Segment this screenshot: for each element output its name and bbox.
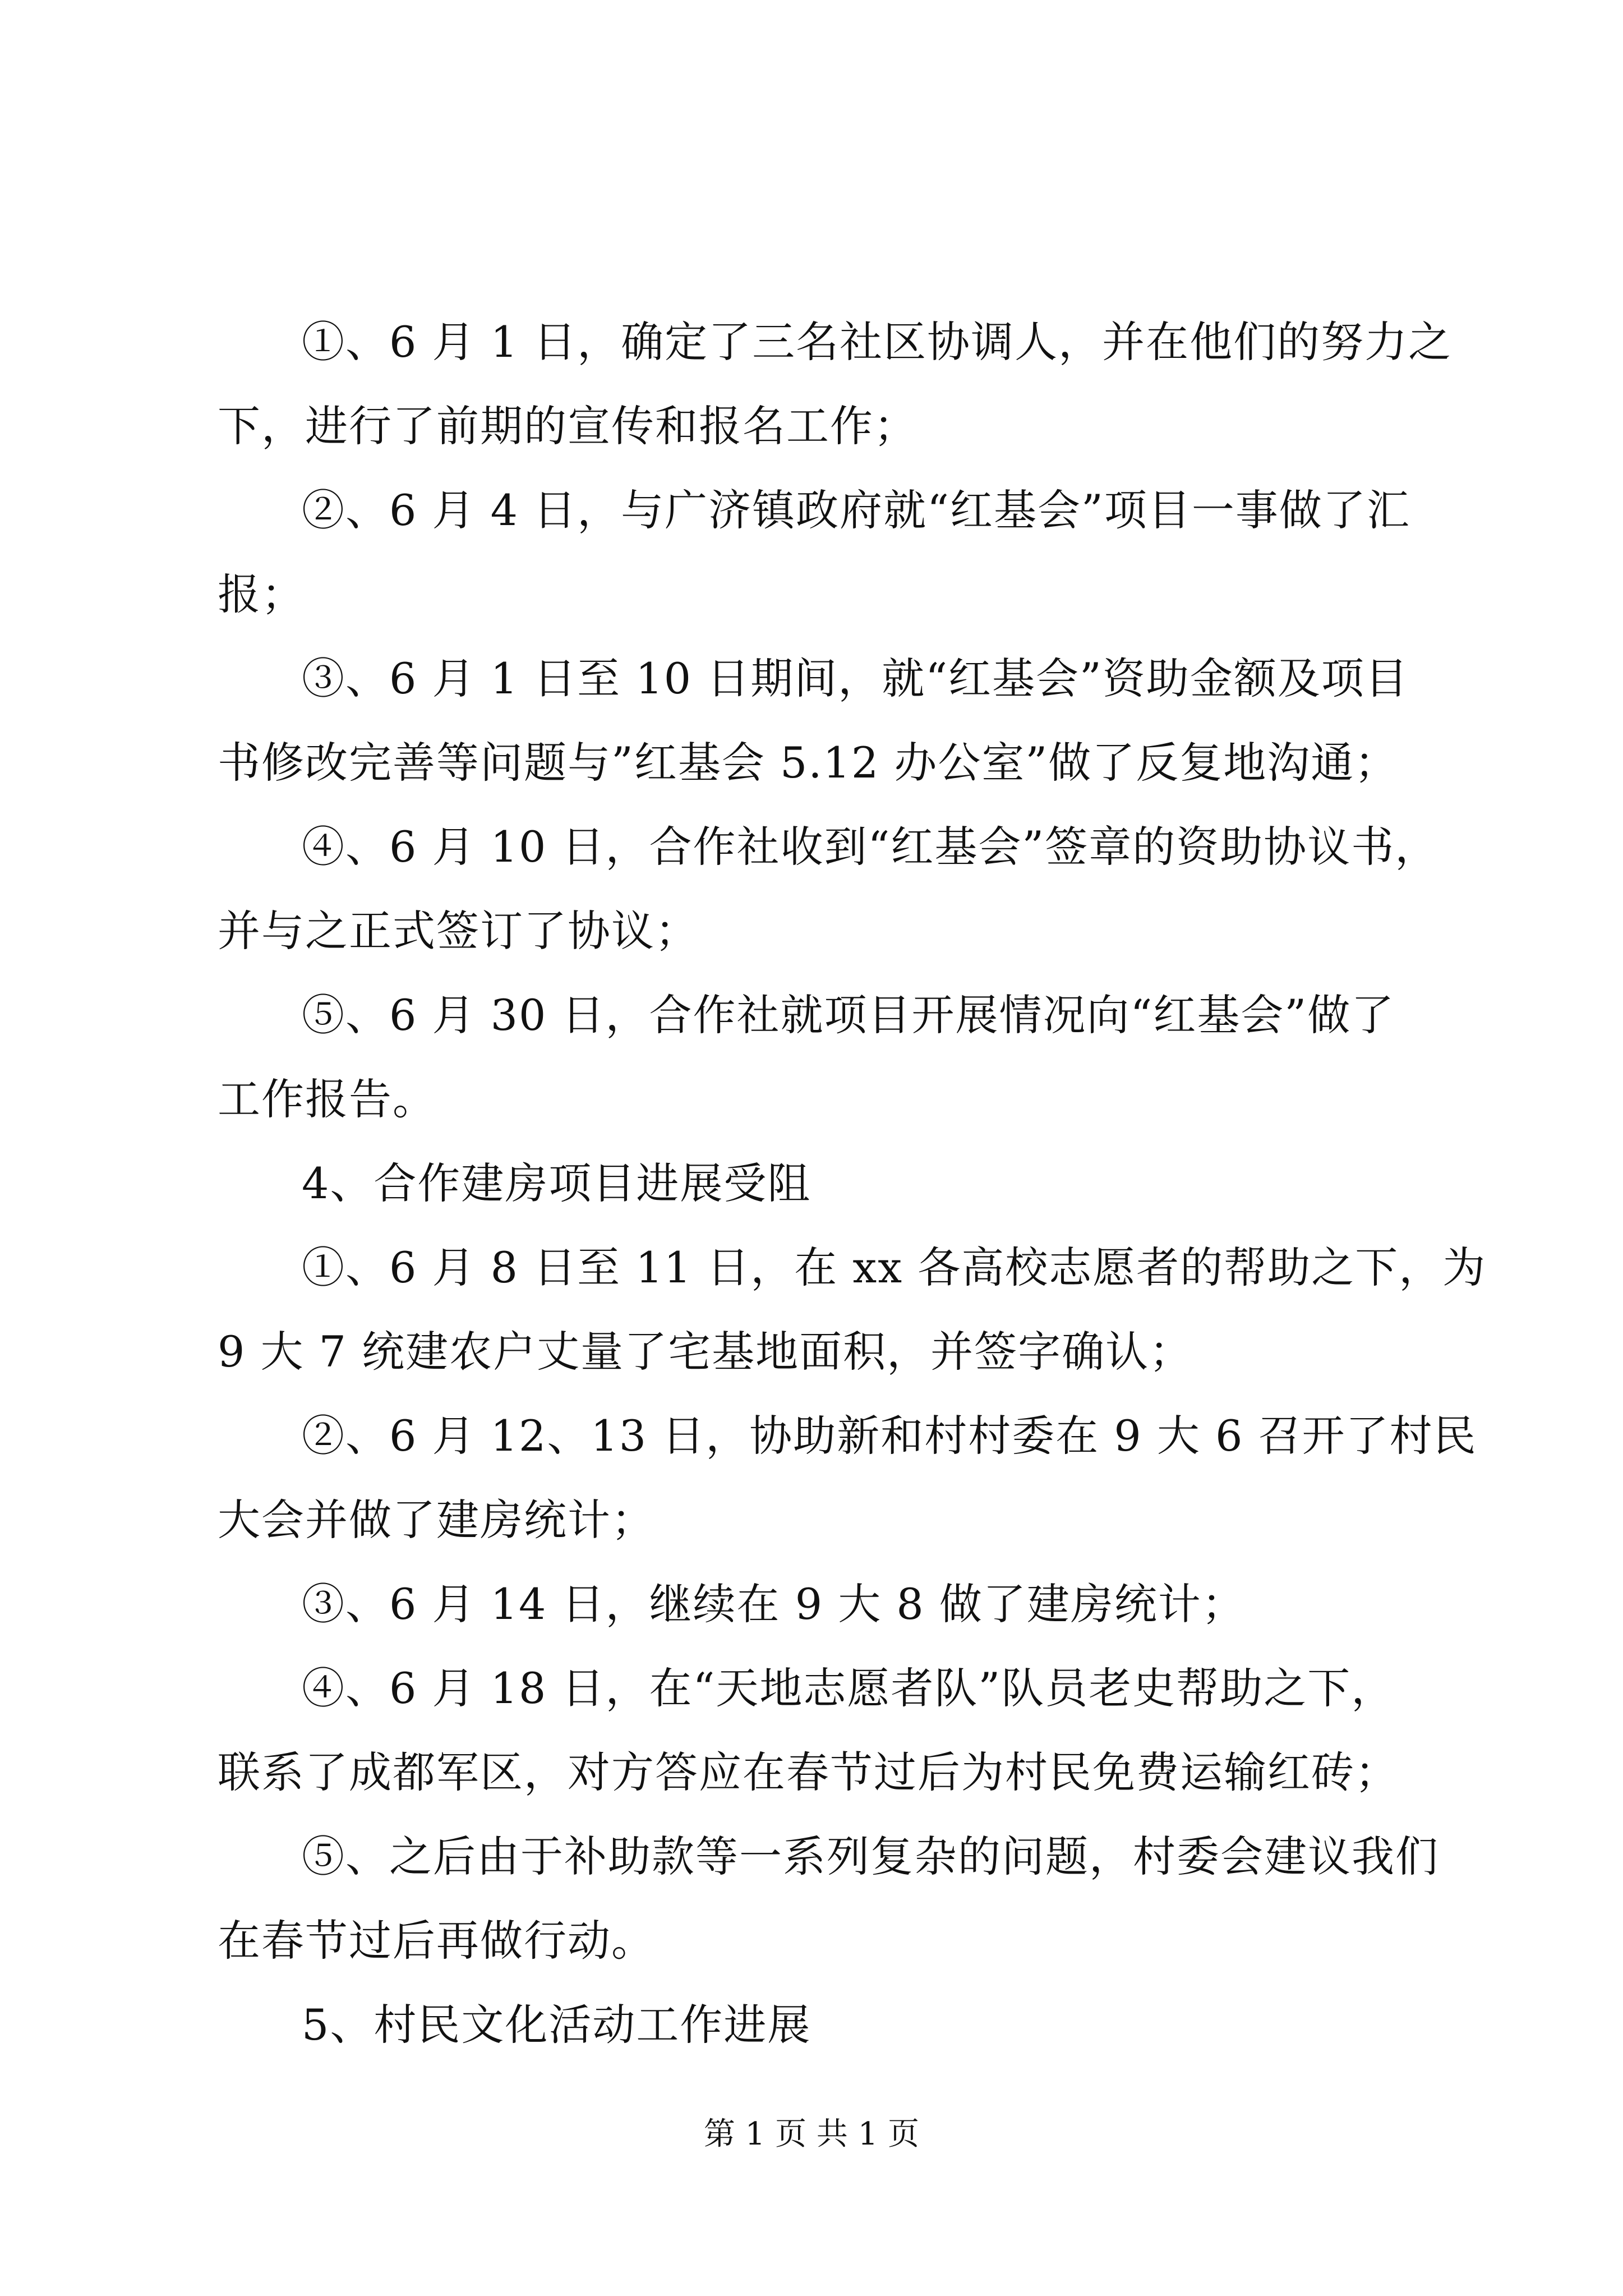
paragraph-line: 大会并做了建房统计；: [218, 1495, 655, 1545]
paragraph-line: 工作报告。: [218, 1074, 436, 1124]
paragraph-line: 联系了成都军区，对方答应在春节过后为村民免费运输红砖；: [218, 1747, 1399, 1797]
paragraph-line: 并与之正式签订了协议；: [218, 906, 699, 956]
paragraph-line: 书修改完善等问题与”红基会 5.12 办公室”做了反复地沟通；: [218, 738, 1399, 788]
paragraph-line: ①、6 月 1 日，确定了三名社区协调人，并在他们的努力之: [302, 317, 1453, 367]
paragraph-line: ④、6 月 18 日，在“天地志愿者队”队员老史帮助之下，: [302, 1663, 1395, 1713]
paragraph-line: ⑤、之后由于补助款等一系列复杂的问题，村委会建议我们: [302, 1832, 1439, 1881]
section-heading: 5、村民文化活动工作进展: [302, 2000, 811, 2050]
paragraph-line: 9 大 7 统建农户丈量了宅基地面积，并签字确认；: [218, 1327, 1193, 1377]
paragraph-line: 在春节过后再做行动。: [218, 1916, 655, 1966]
paragraph-line: 下，进行了前期的宣传和报名工作；: [218, 401, 917, 451]
paragraph-line: ②、6 月 12、13 日，协助新和村村委在 9 大 6 召开了村民: [302, 1411, 1477, 1461]
paragraph-line: ④、6 月 10 日，合作社收到“红基会”签章的资助协议书，: [302, 822, 1439, 872]
paragraph-line: ③、6 月 14 日，继续在 9 大 8 做了建房统计；: [302, 1579, 1246, 1629]
paragraph-line: ⑤、6 月 30 日，合作社就项目开展情况向“红基会”做了: [302, 990, 1395, 1040]
section-heading: 4、合作建房项目进展受阻: [302, 1158, 811, 1208]
paragraph-line: 报；: [218, 569, 305, 619]
paragraph-line: ①、6 月 8 日至 11 日，在 xx 各高校志愿者的帮助之下，为: [302, 1243, 1487, 1292]
page-number-footer: 第 1 页 共 1 页: [703, 2116, 920, 2152]
paragraph-line: ③、6 月 1 日至 10 日期间，就“红基会”资助金额及项目: [302, 654, 1409, 703]
paragraph-line: ②、6 月 4 日，与广济镇政府就“红基会”项目一事做了汇: [302, 485, 1410, 535]
